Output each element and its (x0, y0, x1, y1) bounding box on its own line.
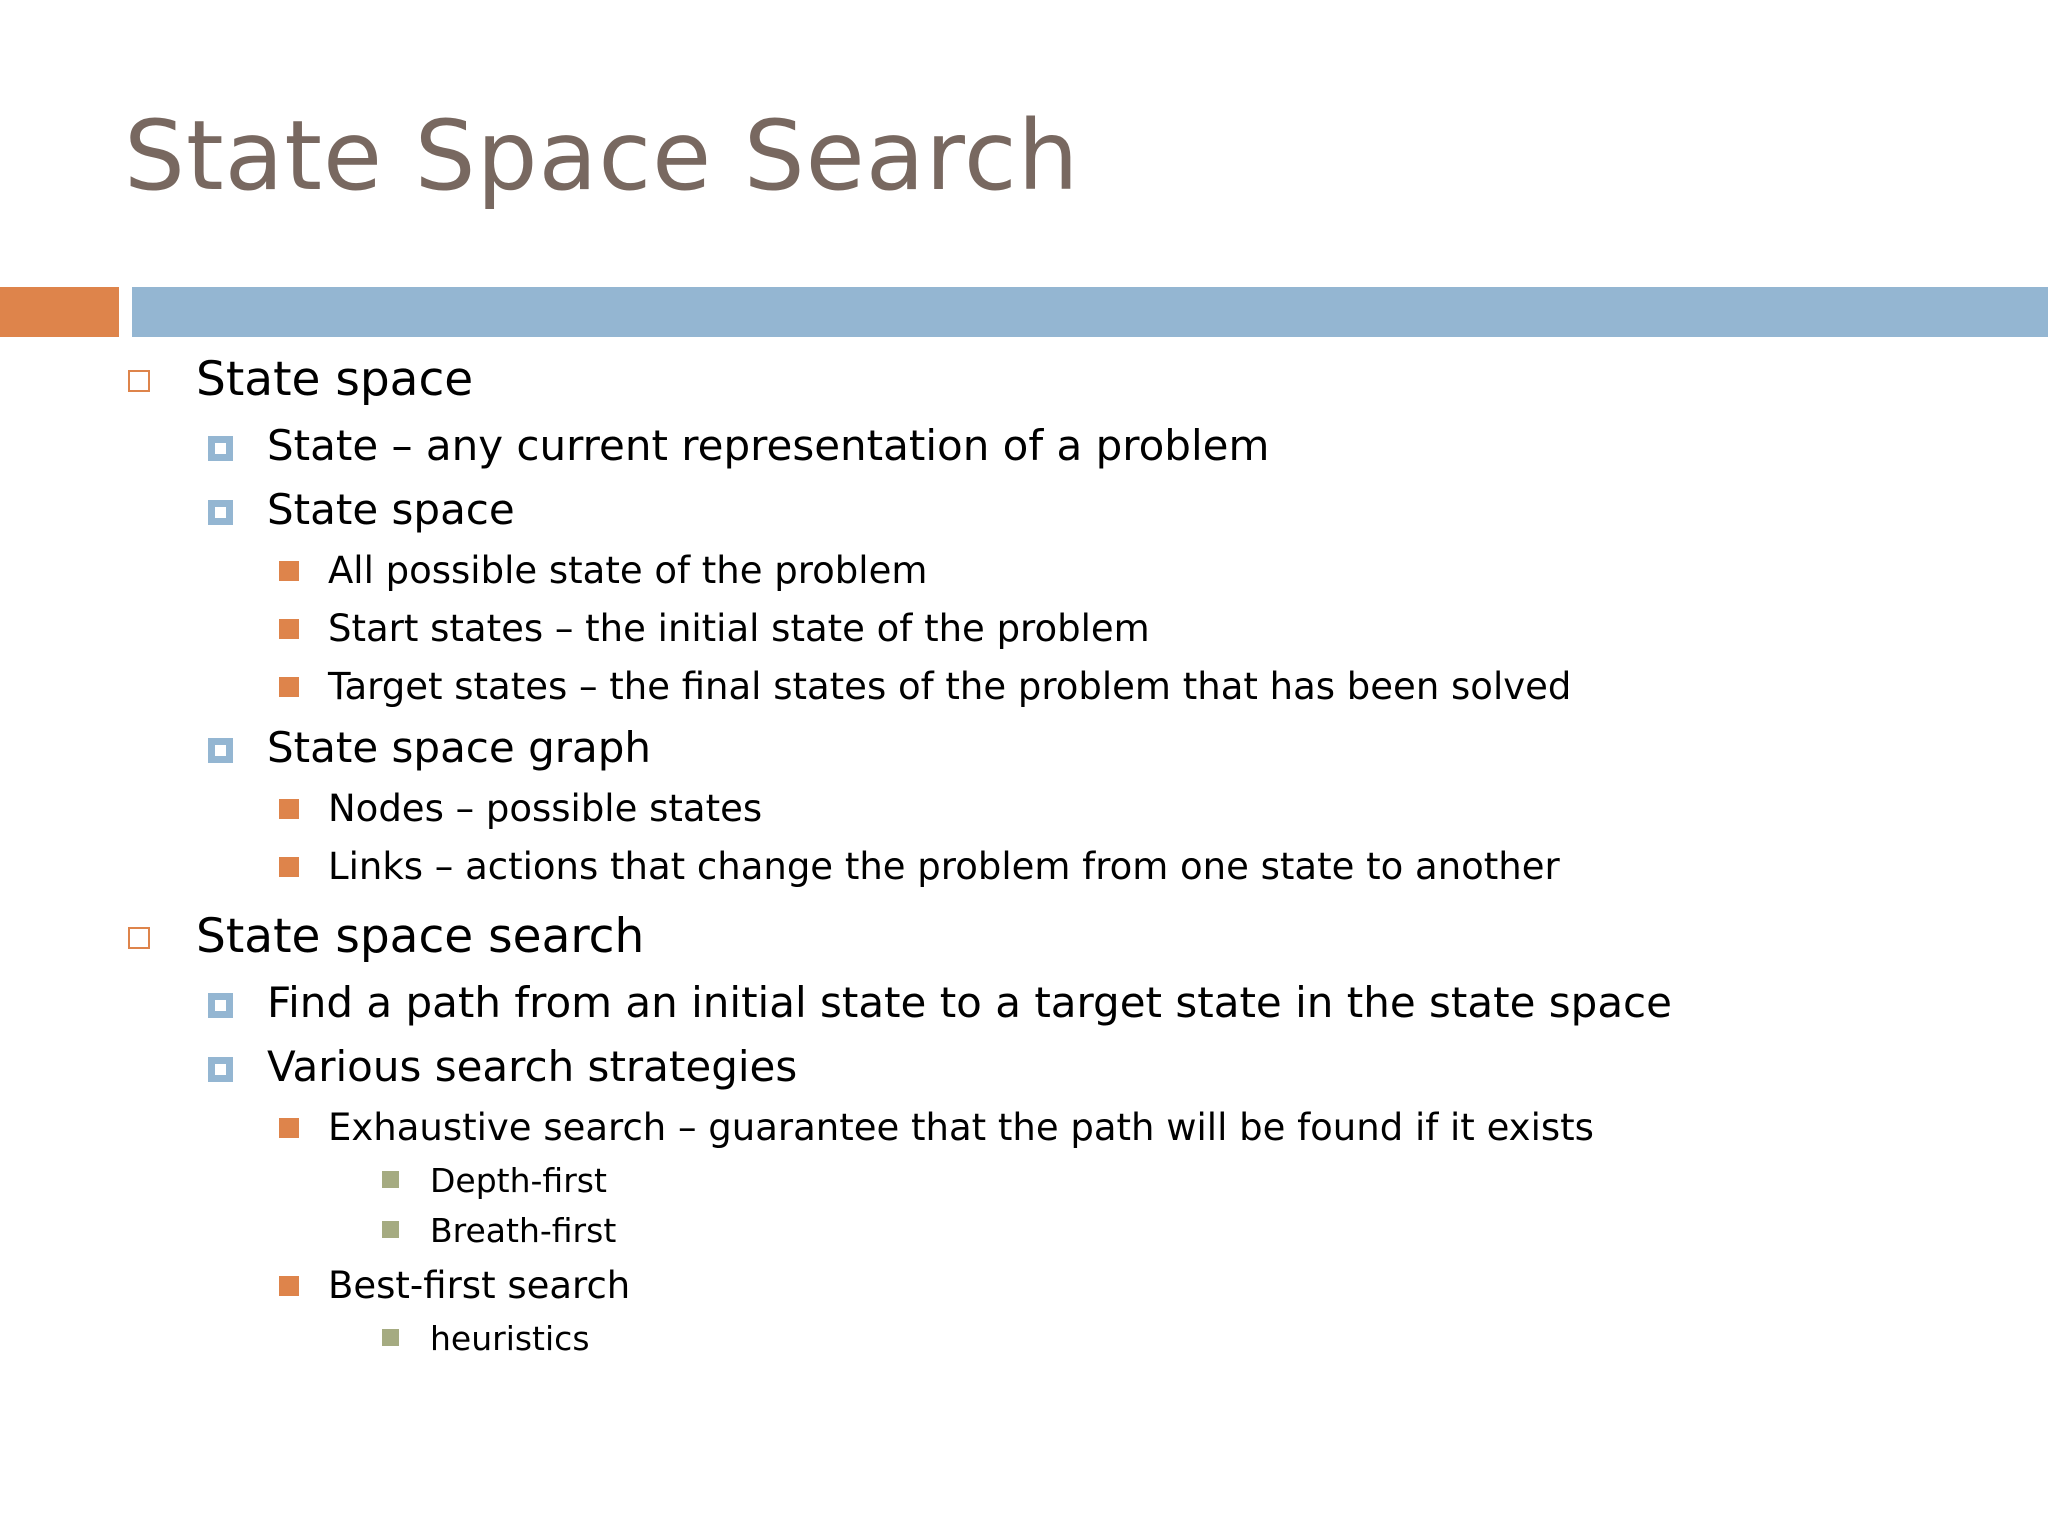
bullet-text: Find a path from an initial state to a target state in the state space (267, 978, 1672, 1027)
small-square-bullet-icon (382, 1221, 399, 1238)
square-bullet-icon (208, 993, 233, 1018)
bullet-text: Depth-first (430, 1161, 607, 1200)
filled-square-bullet-icon (279, 619, 299, 639)
bullet-text: Links – actions that change the problem from one state to another (328, 845, 1560, 888)
bullet-text: Best-first search (328, 1264, 631, 1307)
square-bullet-icon (208, 738, 233, 763)
square-bullet-icon (208, 500, 233, 525)
bullet-text: Nodes – possible states (328, 787, 763, 830)
bullet-text: Breath-first (430, 1211, 617, 1250)
filled-square-bullet-icon (279, 799, 299, 819)
square-bullet-icon (208, 1057, 233, 1082)
bullet-text: State space search (196, 909, 645, 964)
filled-square-bullet-icon (279, 561, 299, 581)
bullet-text: heuristics (430, 1319, 590, 1358)
filled-square-bullet-icon (279, 1276, 299, 1296)
bullet-text: State – any current representation of a problem (267, 421, 1270, 470)
filled-square-bullet-icon (279, 857, 299, 877)
small-square-bullet-icon (382, 1329, 399, 1346)
bullet-text: State space (267, 485, 515, 534)
small-square-bullet-icon (382, 1171, 399, 1188)
filled-square-bullet-icon (279, 677, 299, 697)
filled-square-bullet-icon (279, 1118, 299, 1138)
accent-bar-orange (0, 287, 119, 337)
bullet-text: State space (196, 352, 474, 407)
hollow-square-bullet-icon (128, 927, 150, 949)
hollow-square-bullet-icon (128, 370, 150, 392)
bullet-text: All possible state of the problem (328, 549, 928, 592)
bullet-text: Target states – the final states of the problem that has been solved (328, 665, 1572, 708)
square-bullet-icon (208, 436, 233, 461)
bullet-text: Start states – the initial state of the problem (328, 607, 1150, 650)
accent-bar-blue (132, 287, 2048, 337)
slide-title: State Space Search (124, 100, 1080, 212)
bullet-text: Various search strategies (267, 1042, 798, 1091)
bullet-text: Exhaustive search – guarantee that the path will be found if it exists (328, 1106, 1594, 1149)
bullet-text: State space graph (267, 723, 652, 772)
